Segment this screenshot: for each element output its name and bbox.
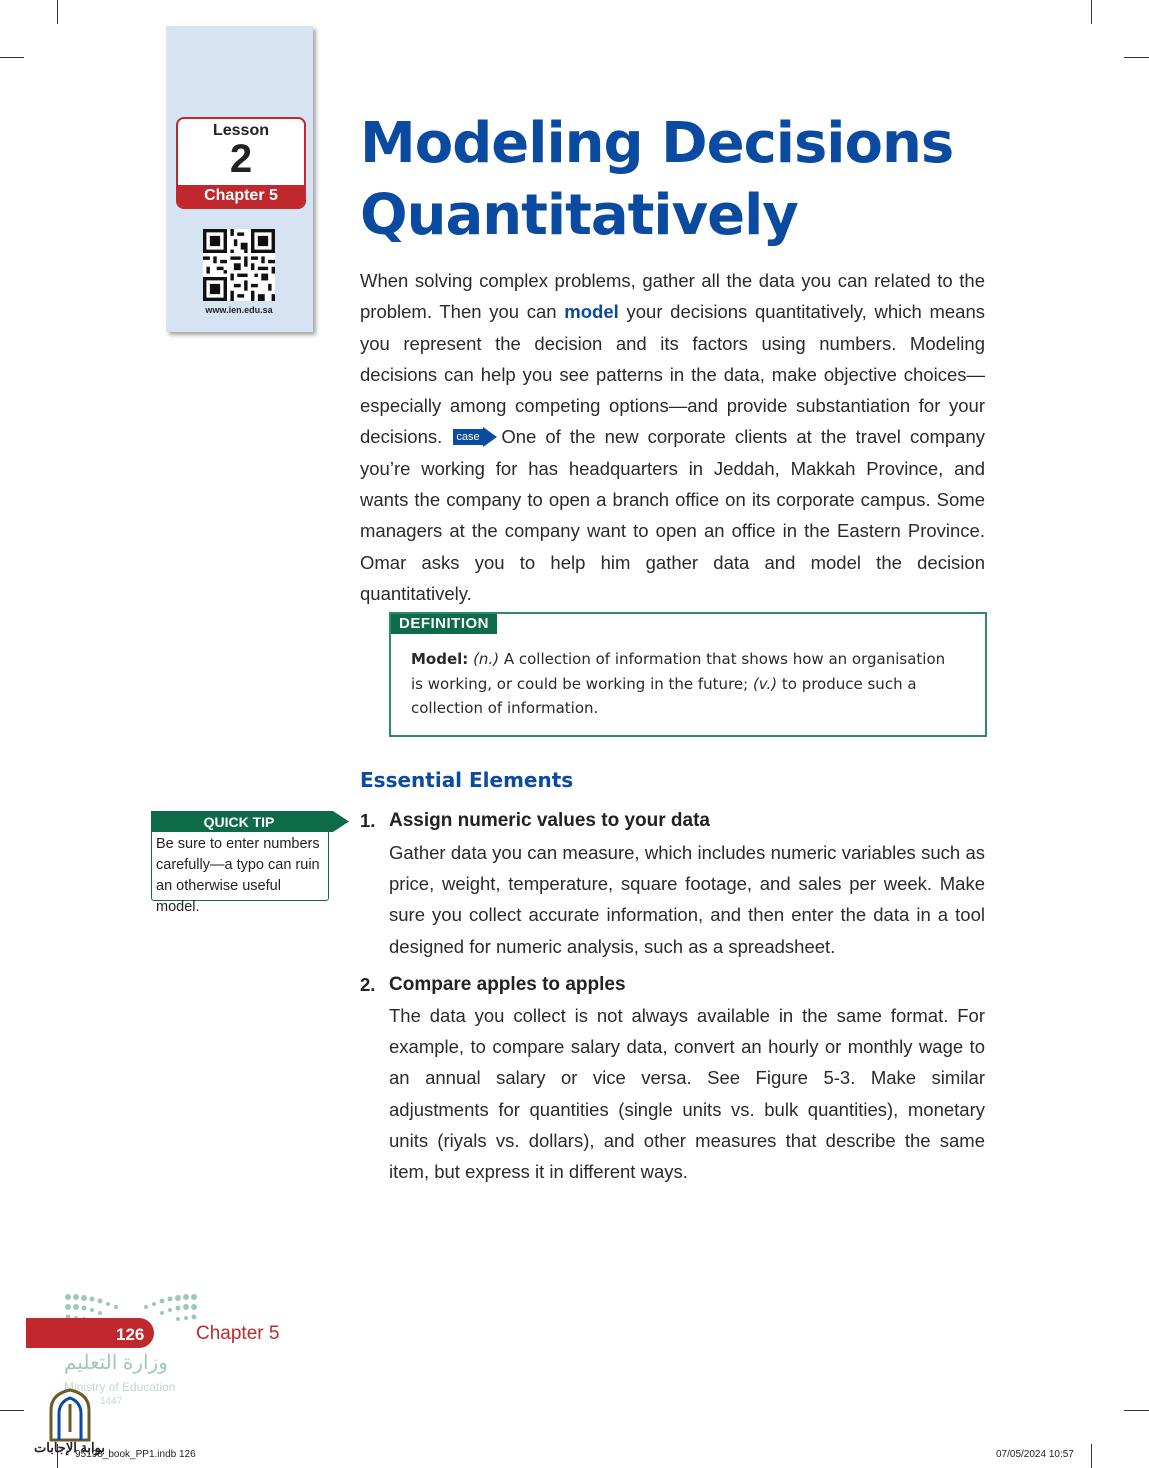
list-item-title: Compare apples to apples bbox=[389, 974, 626, 995]
crop-mark bbox=[1124, 1410, 1149, 1411]
intro-text-2: your decisions quantitatively, which means you represent the decision and its factors using numbers. Modeling decisions can help you see patterns in the data, make objective choices—especially among competing options—and provide substantiation for your decisions. bbox=[360, 301, 985, 448]
answers-portal-logo-icon bbox=[47, 1388, 93, 1442]
crop-mark bbox=[0, 1410, 24, 1411]
keyword-model: model bbox=[564, 301, 619, 323]
lesson-label: Lesson bbox=[212, 122, 269, 139]
list-item-number: 1. bbox=[360, 810, 376, 831]
page-title-line-2: Quantitatively bbox=[360, 183, 798, 248]
page-number: 126 bbox=[116, 1325, 145, 1344]
section-heading: Essential Elements bbox=[360, 768, 574, 792]
definition-text-1: A collection of information that shows how an organisation is working, or could be working in the future; bbox=[411, 650, 946, 693]
crop-mark bbox=[1124, 57, 1149, 58]
list-item-title: Assign numeric values to your data bbox=[389, 810, 710, 831]
lesson-url[interactable]: www.ien.edu.sa bbox=[205, 305, 273, 315]
definition-pos-verb: (v.) bbox=[752, 674, 778, 693]
quick-tip-header bbox=[151, 811, 329, 832]
watermark-text: بوابة الإجابات bbox=[34, 1440, 105, 1455]
quick-tip-text: Be sure to enter numbers carefully—a typo can ruin an otherwise useful model. bbox=[156, 836, 320, 915]
qr-code-icon[interactable] bbox=[203, 229, 275, 301]
quick-tip-label: QUICK TIP bbox=[203, 814, 275, 830]
case-badge-label: case bbox=[456, 431, 480, 444]
lesson-badge bbox=[176, 117, 306, 209]
print-slug-file: 95198_book_PP1.indb 126 bbox=[75, 1449, 196, 1460]
crop-mark bbox=[0, 57, 24, 58]
crop-mark bbox=[1091, 0, 1092, 24]
intro-text-1: When solving complex problems, gather all the data you can related to the problem. Then you can bbox=[360, 270, 985, 323]
ministry-name-arabic: وزارة التعليم bbox=[64, 1352, 168, 1374]
ministry-name-english: Ministry of Education bbox=[64, 1380, 176, 1394]
definition-text-2: to produce such a collection of information. bbox=[411, 674, 917, 717]
ministry-year: 1447 bbox=[100, 1396, 123, 1407]
case-arrow-icon bbox=[453, 427, 497, 447]
crop-mark bbox=[57, 0, 58, 24]
list-item-body: Gather data you can measure, which includes numeric variables such as price, weight, temperature, square footage, and sales per week. Make sure you collect accurate information, and then enter the data in a tool designed for numeric analysis, such as a spreadsheet. bbox=[389, 842, 985, 957]
definition-term: Model: bbox=[411, 650, 469, 668]
intro-text-3: One of the new corporate clients at the travel company you’re working for has headquarters in Jeddah, Makkah Province, and wants the company to open a branch office on its corporate campus. Some managers at the company want to open an office in the Eastern Province. Omar asks you to help him gather data and model the decision quantitatively. bbox=[360, 426, 986, 604]
definition-text bbox=[411, 647, 951, 721]
list-item-number: 2. bbox=[360, 974, 376, 995]
quick-tip-box bbox=[151, 811, 329, 915]
intro-paragraph bbox=[360, 265, 985, 609]
print-slug-date: 07/05/2024 10:57 bbox=[996, 1449, 1074, 1460]
page-title-line-1: Modeling Decisions bbox=[360, 111, 954, 176]
lesson-number: 2 bbox=[229, 137, 253, 181]
definition-box bbox=[389, 612, 987, 737]
lesson-chapter-label: Chapter 5 bbox=[178, 185, 304, 207]
crop-mark bbox=[1091, 1444, 1092, 1468]
list-item-body: The data you collect is not always available in the same format. For example, to compare salary data, convert an hourly or monthly wage to an annual salary or vice versa. See Figure 5-3. Make similar adjustments for quantities (single units vs. bulk quantities), monetary units (riyals vs. dollars), and other measures that describe the same item, but express it in different ways. bbox=[389, 1005, 985, 1183]
definition-pos-noun: (n.) bbox=[473, 650, 500, 668]
page-title bbox=[360, 108, 1000, 252]
footer-chapter: Chapter 5 bbox=[196, 1323, 280, 1344]
definition-label: DEFINITION bbox=[391, 614, 497, 634]
